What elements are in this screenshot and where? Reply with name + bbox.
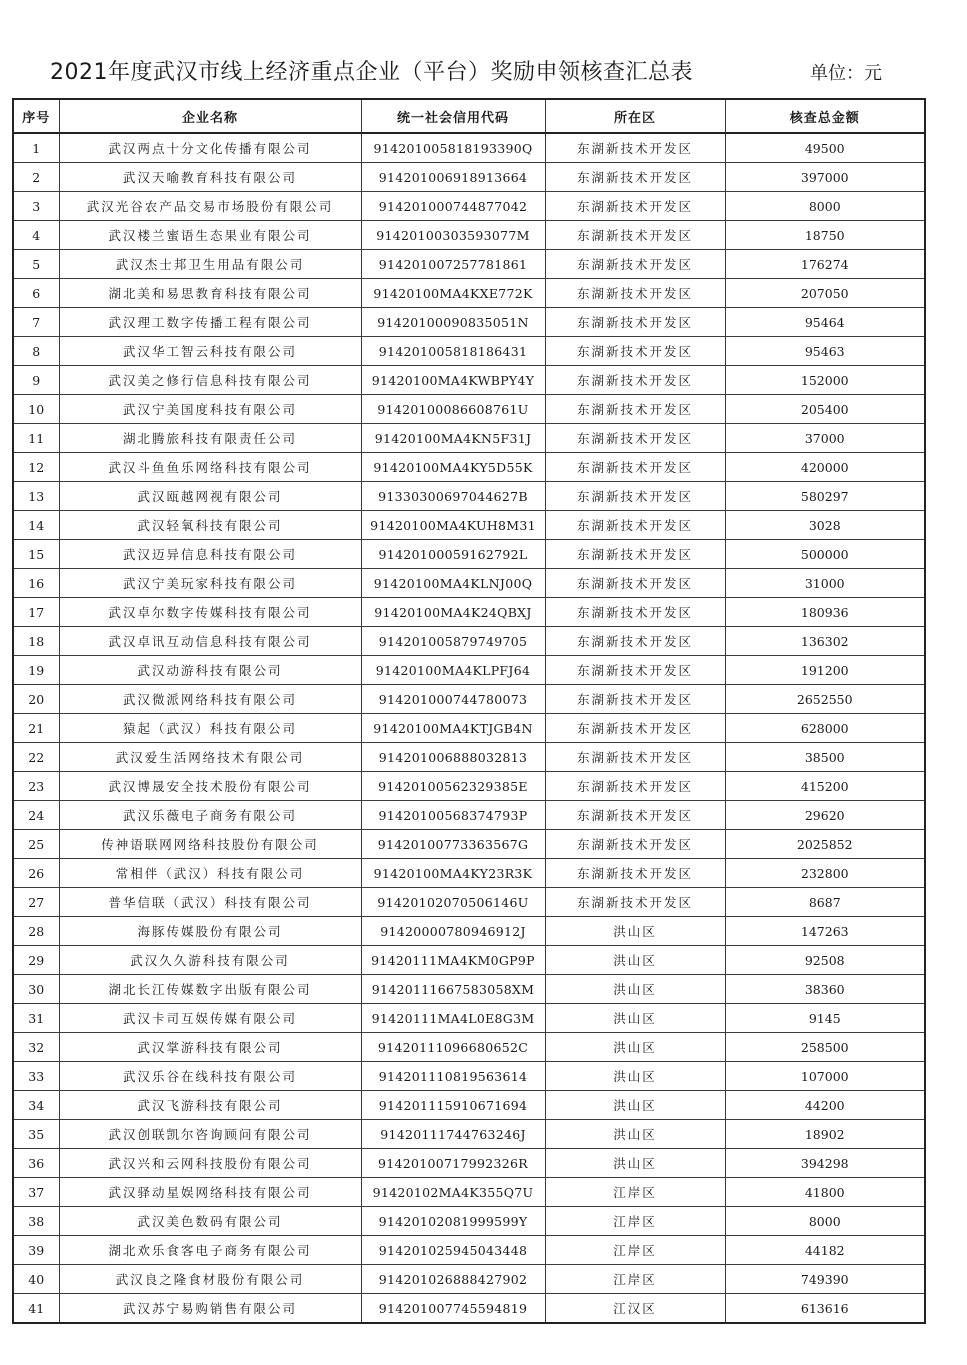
cell-company-name: 武汉微派网络科技有限公司 (59, 685, 361, 714)
cell-no: 35 (13, 1120, 59, 1149)
cell-amount: 95463 (725, 337, 925, 366)
cell-district: 东湖新技术开发区 (545, 308, 725, 337)
cell-district: 东湖新技术开发区 (545, 133, 725, 163)
cell-district: 东湖新技术开发区 (545, 743, 725, 772)
cell-no: 41 (13, 1294, 59, 1324)
cell-credit-code: 91420100MA4K24QBXJ (361, 598, 545, 627)
cell-credit-code: 91420100MA4KY23R3K (361, 859, 545, 888)
cell-credit-code: 914201025945043448 (361, 1236, 545, 1265)
cell-no: 23 (13, 772, 59, 801)
cell-district: 东湖新技术开发区 (545, 627, 725, 656)
cell-credit-code: 91420100MA4KTJGB4N (361, 714, 545, 743)
cell-amount: 207050 (725, 279, 925, 308)
cell-no: 13 (13, 482, 59, 511)
cell-company-name: 武汉轻氧科技有限公司 (59, 511, 361, 540)
cell-no: 27 (13, 888, 59, 917)
table-row (13, 656, 925, 685)
col-header-credit-code: 统一社会信用代码 (361, 99, 545, 133)
cell-no: 16 (13, 569, 59, 598)
table-row (13, 482, 925, 511)
cell-no: 36 (13, 1149, 59, 1178)
cell-district: 东湖新技术开发区 (545, 250, 725, 279)
table-row (13, 540, 925, 569)
cell-company-name: 武汉乐谷在线科技有限公司 (59, 1062, 361, 1091)
cell-amount: 232800 (725, 859, 925, 888)
cell-district: 东湖新技术开发区 (545, 453, 725, 482)
table-row (13, 598, 925, 627)
cell-no: 8 (13, 337, 59, 366)
cell-amount: 180936 (725, 598, 925, 627)
cell-credit-code: 91420111MA4KM0GP9P (361, 946, 545, 975)
cell-credit-code: 91420100086608761U (361, 395, 545, 424)
cell-district: 洪山区 (545, 975, 725, 1004)
table-row (13, 1120, 925, 1149)
table-row (13, 1062, 925, 1091)
table-row (13, 1091, 925, 1120)
cell-credit-code: 91420100MA4KWBPY4Y (361, 366, 545, 395)
table-row (13, 337, 925, 366)
cell-amount: 38500 (725, 743, 925, 772)
cell-district: 东湖新技术开发区 (545, 221, 725, 250)
cell-no: 25 (13, 830, 59, 859)
cell-credit-code: 91420000780946912J (361, 917, 545, 946)
cell-amount: 9145 (725, 1004, 925, 1033)
cell-no: 1 (13, 133, 59, 163)
table-row (13, 163, 925, 192)
cell-amount: 29620 (725, 801, 925, 830)
cell-amount: 8000 (725, 192, 925, 221)
document-header (0, 55, 967, 95)
table-row (13, 308, 925, 337)
cell-no: 31 (13, 1004, 59, 1033)
cell-company-name: 武汉斗鱼鱼乐网络科技有限公司 (59, 453, 361, 482)
table-row (13, 1149, 925, 1178)
cell-amount: 95464 (725, 308, 925, 337)
cell-amount: 147263 (725, 917, 925, 946)
table-row (13, 1207, 925, 1236)
cell-company-name: 武汉理工数字传播工程有限公司 (59, 308, 361, 337)
cell-credit-code: 914201005879749705 (361, 627, 545, 656)
cell-company-name: 武汉卓讯互动信息科技有限公司 (59, 627, 361, 656)
col-header-company: 企业名称 (59, 99, 361, 133)
table-row (13, 1178, 925, 1207)
cell-district: 江岸区 (545, 1236, 725, 1265)
cell-company-name: 武汉杰士邦卫生用品有限公司 (59, 250, 361, 279)
cell-amount: 415200 (725, 772, 925, 801)
cell-company-name: 湖北欢乐食客电子商务有限公司 (59, 1236, 361, 1265)
cell-district: 东湖新技术开发区 (545, 337, 725, 366)
cell-district: 洪山区 (545, 1149, 725, 1178)
cell-company-name: 武汉华工智云科技有限公司 (59, 337, 361, 366)
table-row (13, 685, 925, 714)
cell-amount: 397000 (725, 163, 925, 192)
cell-district: 洪山区 (545, 1091, 725, 1120)
cell-district: 东湖新技术开发区 (545, 424, 725, 453)
cell-district: 东湖新技术开发区 (545, 685, 725, 714)
cell-district: 东湖新技术开发区 (545, 482, 725, 511)
table-row (13, 192, 925, 221)
cell-credit-code: 91330300697044627B (361, 482, 545, 511)
cell-amount: 152000 (725, 366, 925, 395)
summary-table (12, 98, 926, 1324)
table-row (13, 975, 925, 1004)
cell-district: 东湖新技术开发区 (545, 192, 725, 221)
table-row (13, 569, 925, 598)
cell-credit-code: 91420100303593077M (361, 221, 545, 250)
cell-company-name: 武汉宁美国度科技有限公司 (59, 395, 361, 424)
cell-district: 东湖新技术开发区 (545, 801, 725, 830)
cell-credit-code: 914201005818186431 (361, 337, 545, 366)
cell-credit-code: 91420102MA4K355Q7U (361, 1178, 545, 1207)
cell-no: 40 (13, 1265, 59, 1294)
col-header-amount: 核查总金额 (725, 99, 925, 133)
table-row (13, 946, 925, 975)
cell-no: 22 (13, 743, 59, 772)
cell-no: 20 (13, 685, 59, 714)
cell-district: 东湖新技术开发区 (545, 859, 725, 888)
cell-district: 洪山区 (545, 1033, 725, 1062)
cell-credit-code: 91420111744763246J (361, 1120, 545, 1149)
cell-no: 7 (13, 308, 59, 337)
cell-no: 34 (13, 1091, 59, 1120)
cell-district: 江岸区 (545, 1265, 725, 1294)
cell-no: 2 (13, 163, 59, 192)
cell-no: 29 (13, 946, 59, 975)
cell-company-name: 武汉卓尔数字传媒科技有限公司 (59, 598, 361, 627)
cell-credit-code: 914201006888032813 (361, 743, 545, 772)
cell-company-name: 武汉光谷农产品交易市场股份有限公司 (59, 192, 361, 221)
cell-district: 东湖新技术开发区 (545, 772, 725, 801)
cell-credit-code: 914201000744877042 (361, 192, 545, 221)
cell-company-name: 猿起（武汉）科技有限公司 (59, 714, 361, 743)
table-row (13, 772, 925, 801)
cell-company-name: 海豚传媒股份有限公司 (59, 917, 361, 946)
cell-credit-code: 914201006918913664 (361, 163, 545, 192)
table-row (13, 1033, 925, 1062)
cell-amount: 44182 (725, 1236, 925, 1265)
cell-amount: 37000 (725, 424, 925, 453)
cell-district: 东湖新技术开发区 (545, 598, 725, 627)
cell-amount: 18750 (725, 221, 925, 250)
cell-district: 东湖新技术开发区 (545, 540, 725, 569)
cell-no: 12 (13, 453, 59, 482)
cell-no: 5 (13, 250, 59, 279)
cell-company-name: 武汉天喻教育科技有限公司 (59, 163, 361, 192)
cell-amount: 49500 (725, 133, 925, 163)
cell-company-name: 湖北美和易思教育科技有限公司 (59, 279, 361, 308)
cell-company-name: 武汉乐薇电子商务有限公司 (59, 801, 361, 830)
cell-district: 东湖新技术开发区 (545, 888, 725, 917)
table-row (13, 714, 925, 743)
table-row (13, 453, 925, 482)
table-row (13, 424, 925, 453)
cell-amount: 394298 (725, 1149, 925, 1178)
cell-district: 东湖新技术开发区 (545, 830, 725, 859)
cell-district: 洪山区 (545, 1004, 725, 1033)
cell-credit-code: 91420100568374793P (361, 801, 545, 830)
cell-credit-code: 914201026888427902 (361, 1265, 545, 1294)
cell-amount: 44200 (725, 1091, 925, 1120)
cell-credit-code: 91420100MA4KXE772K (361, 279, 545, 308)
cell-credit-code: 91420100MA4KLPFJ64 (361, 656, 545, 685)
cell-company-name: 武汉久久游科技有限公司 (59, 946, 361, 975)
cell-company-name: 武汉卡司互娱传媒有限公司 (59, 1004, 361, 1033)
cell-amount: 191200 (725, 656, 925, 685)
cell-amount: 420000 (725, 453, 925, 482)
table-row (13, 395, 925, 424)
cell-district: 江岸区 (545, 1207, 725, 1236)
table-row (13, 1294, 925, 1324)
cell-amount: 500000 (725, 540, 925, 569)
cell-amount: 628000 (725, 714, 925, 743)
cell-credit-code: 91420111MA4L0E8G3M (361, 1004, 545, 1033)
cell-credit-code: 91420111667583058XM (361, 975, 545, 1004)
cell-no: 3 (13, 192, 59, 221)
cell-district: 东湖新技术开发区 (545, 279, 725, 308)
table-row (13, 511, 925, 540)
cell-district: 东湖新技术开发区 (545, 163, 725, 192)
cell-credit-code: 914201007745594819 (361, 1294, 545, 1324)
cell-amount: 176274 (725, 250, 925, 279)
cell-no: 11 (13, 424, 59, 453)
table-row (13, 1265, 925, 1294)
cell-no: 38 (13, 1207, 59, 1236)
cell-company-name: 普华信联（武汉）科技有限公司 (59, 888, 361, 917)
cell-no: 17 (13, 598, 59, 627)
cell-district: 东湖新技术开发区 (545, 714, 725, 743)
cell-amount: 2025852 (725, 830, 925, 859)
table-row (13, 917, 925, 946)
table-row (13, 801, 925, 830)
cell-district: 洪山区 (545, 1062, 725, 1091)
cell-credit-code: 914201005818193390Q (361, 133, 545, 163)
cell-amount: 92508 (725, 946, 925, 975)
table-body (13, 133, 925, 1323)
cell-company-name: 武汉瓯越网视有限公司 (59, 482, 361, 511)
cell-company-name: 武汉飞游科技有限公司 (59, 1091, 361, 1120)
cell-no: 26 (13, 859, 59, 888)
cell-district: 东湖新技术开发区 (545, 395, 725, 424)
cell-no: 6 (13, 279, 59, 308)
cell-no: 18 (13, 627, 59, 656)
cell-credit-code: 914201007257781861 (361, 250, 545, 279)
cell-credit-code: 91420100717992326R (361, 1149, 545, 1178)
cell-credit-code: 91420100MA4KLNJ00Q (361, 569, 545, 598)
cell-amount: 613616 (725, 1294, 925, 1324)
cell-company-name: 武汉创联凯尔咨询顾问有限公司 (59, 1120, 361, 1149)
cell-no: 28 (13, 917, 59, 946)
cell-no: 21 (13, 714, 59, 743)
table-row (13, 830, 925, 859)
cell-credit-code: 91420102070506146U (361, 888, 545, 917)
cell-amount: 8000 (725, 1207, 925, 1236)
cell-amount: 136302 (725, 627, 925, 656)
cell-no: 24 (13, 801, 59, 830)
cell-district: 洪山区 (545, 946, 725, 975)
cell-company-name: 武汉掌游科技有限公司 (59, 1033, 361, 1062)
cell-amount: 580297 (725, 482, 925, 511)
cell-credit-code: 91420102081999599Y (361, 1207, 545, 1236)
table-row (13, 279, 925, 308)
cell-company-name: 湖北长江传媒数字出版有限公司 (59, 975, 361, 1004)
cell-amount: 38360 (725, 975, 925, 1004)
cell-credit-code: 91420100MA4KY5D55K (361, 453, 545, 482)
cell-amount: 107000 (725, 1062, 925, 1091)
cell-amount: 41800 (725, 1178, 925, 1207)
cell-district: 东湖新技术开发区 (545, 366, 725, 395)
cell-no: 14 (13, 511, 59, 540)
cell-company-name: 武汉迈异信息科技有限公司 (59, 540, 361, 569)
cell-company-name: 武汉兴和云网科技股份有限公司 (59, 1149, 361, 1178)
cell-company-name: 武汉动游科技有限公司 (59, 656, 361, 685)
cell-amount: 258500 (725, 1033, 925, 1062)
cell-company-name: 武汉楼兰蜜语生态果业有限公司 (59, 221, 361, 250)
cell-company-name: 武汉两点十分文化传播有限公司 (59, 133, 361, 163)
table-row (13, 859, 925, 888)
cell-district: 江岸区 (545, 1178, 725, 1207)
cell-district: 江汉区 (545, 1294, 725, 1324)
cell-no: 19 (13, 656, 59, 685)
cell-no: 10 (13, 395, 59, 424)
cell-no: 32 (13, 1033, 59, 1062)
table-row (13, 250, 925, 279)
cell-company-name: 湖北腾旅科技有限责任公司 (59, 424, 361, 453)
document-title: 2021年度武汉市线上经济重点企业（平台）奖励申领核查汇总表 (50, 60, 693, 85)
cell-no: 9 (13, 366, 59, 395)
table-row (13, 366, 925, 395)
unit-label: 单位：元 (810, 63, 882, 84)
cell-company-name: 常相伴（武汉）科技有限公司 (59, 859, 361, 888)
cell-company-name: 武汉苏宁易购销售有限公司 (59, 1294, 361, 1324)
cell-credit-code: 91420100MA4KN5F31J (361, 424, 545, 453)
cell-amount: 3028 (725, 511, 925, 540)
cell-credit-code: 914201115910671694 (361, 1091, 545, 1120)
cell-no: 39 (13, 1236, 59, 1265)
cell-credit-code: 91420100059162792L (361, 540, 545, 569)
cell-credit-code: 91420100562329385E (361, 772, 545, 801)
cell-credit-code: 91420111096680652C (361, 1033, 545, 1062)
table-row (13, 888, 925, 917)
cell-amount: 2652550 (725, 685, 925, 714)
cell-no: 37 (13, 1178, 59, 1207)
cell-amount: 205400 (725, 395, 925, 424)
table-row (13, 1004, 925, 1033)
cell-no: 15 (13, 540, 59, 569)
cell-credit-code: 91420100090835051N (361, 308, 545, 337)
cell-credit-code: 91420100MA4KUH8M31 (361, 511, 545, 540)
cell-district: 洪山区 (545, 917, 725, 946)
cell-credit-code: 91420100773363567G (361, 830, 545, 859)
cell-company-name: 传神语联网网络科技股份有限公司 (59, 830, 361, 859)
cell-company-name: 武汉博晟安全技术股份有限公司 (59, 772, 361, 801)
cell-company-name: 武汉美之修行信息科技有限公司 (59, 366, 361, 395)
cell-no: 4 (13, 221, 59, 250)
cell-company-name: 武汉爱生活网络技术有限公司 (59, 743, 361, 772)
cell-company-name: 武汉良之隆食材股份有限公司 (59, 1265, 361, 1294)
cell-no: 30 (13, 975, 59, 1004)
cell-credit-code: 914201110819563614 (361, 1062, 545, 1091)
cell-amount: 31000 (725, 569, 925, 598)
cell-amount: 8687 (725, 888, 925, 917)
table-row (13, 1236, 925, 1265)
table-row (13, 627, 925, 656)
cell-company-name: 武汉宁美玩家科技有限公司 (59, 569, 361, 598)
table-row (13, 743, 925, 772)
col-header-no: 序号 (13, 99, 59, 133)
cell-company-name: 武汉驿动星娱网络科技有限公司 (59, 1178, 361, 1207)
cell-company-name: 武汉美色数码有限公司 (59, 1207, 361, 1236)
cell-district: 东湖新技术开发区 (545, 511, 725, 540)
cell-district: 东湖新技术开发区 (545, 569, 725, 598)
cell-amount: 18902 (725, 1120, 925, 1149)
cell-credit-code: 914201000744780073 (361, 685, 545, 714)
cell-district: 洪山区 (545, 1120, 725, 1149)
col-header-district: 所在区 (545, 99, 725, 133)
cell-amount: 749390 (725, 1265, 925, 1294)
table-header-row (13, 99, 925, 133)
table-row (13, 221, 925, 250)
table-row (13, 133, 925, 163)
cell-no: 33 (13, 1062, 59, 1091)
cell-district: 东湖新技术开发区 (545, 656, 725, 685)
